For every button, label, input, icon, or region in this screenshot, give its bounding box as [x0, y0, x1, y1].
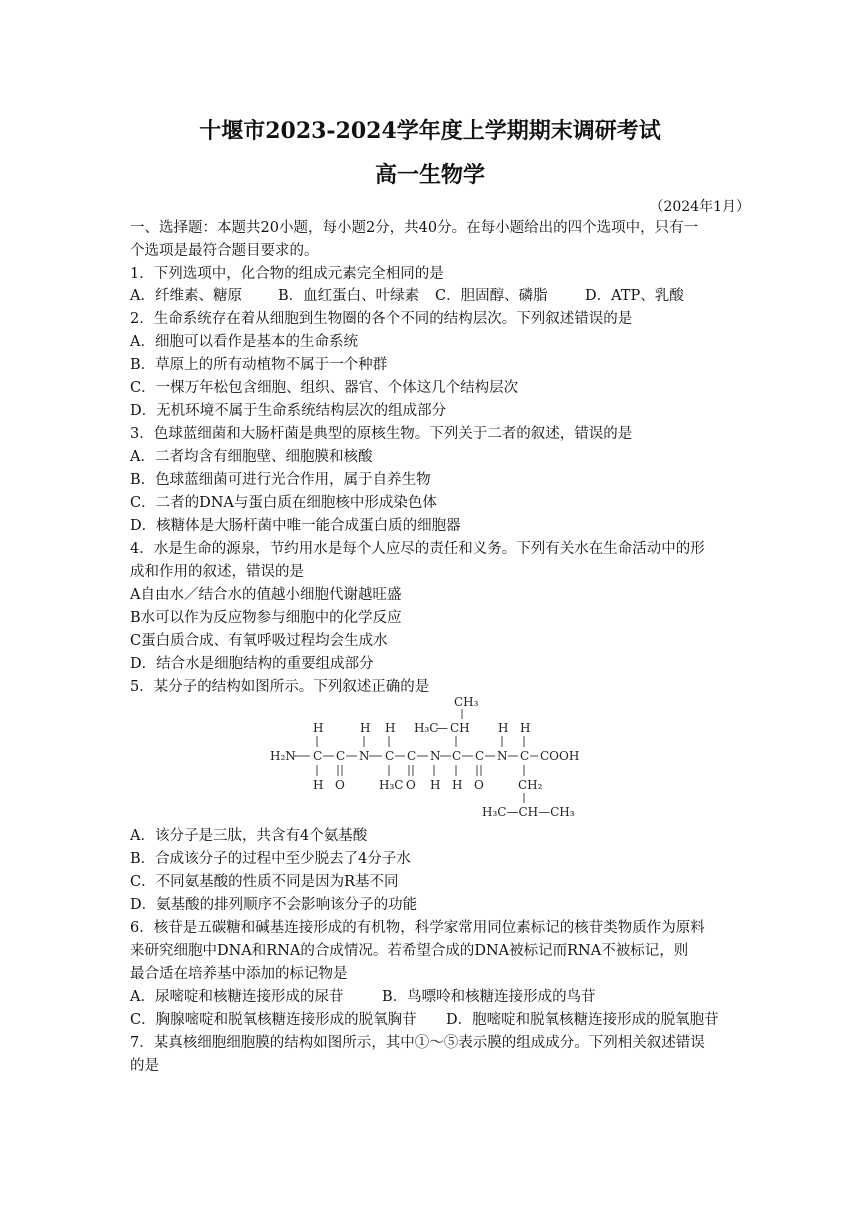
exam-title: 十堰市2023-2024学年度上学期期末调研考试 — [199, 118, 661, 144]
q6-option-c: C．胸腺嘧啶和脱氧核糖连接形成的脱氧胸苷 — [130, 1012, 417, 1028]
fig-ch2: CH₂ — [518, 778, 543, 792]
q5-option-b: B．合成该分子的过程中至少脱去了4分子水 — [130, 851, 411, 867]
fig-c: C — [407, 749, 417, 763]
fig-c: C — [475, 749, 485, 763]
fig-n: N — [430, 749, 441, 763]
q4-option-a: A自由水／结合水的值越小细胞代谢越旺盛 — [130, 587, 402, 603]
exam-subtitle: 高一生物学 — [374, 162, 485, 188]
fig-bond-dash: — — [436, 721, 448, 735]
fig-h3c: H₃C — [414, 721, 439, 735]
q2-stem: 2．生命系统存在着从细胞到生物圈的各个不同的结构层次。下列叙述错误的是 — [130, 311, 633, 327]
q2-option-c: C．一棵万年松包含细胞、组织、器官、个体这几个结构层次 — [130, 380, 519, 396]
section-instructions-line-1: 一、选择题：本题共20小题，每小题2分，共40分。在每小题给出的四个选项中，只有一 — [130, 220, 699, 236]
section-instructions-line-2: 个选项是最符合题目要求的。 — [130, 243, 319, 259]
q5-option-c: C．不同氨基酸的性质不同是因为R基不同 — [130, 874, 399, 890]
q4-option-d: D．结合水是细胞结构的重要组成部分 — [130, 656, 374, 672]
q4-option-c: C蛋白质合成、有氧呼吸过程均会生成水 — [130, 633, 388, 649]
fig-n: N — [359, 749, 370, 763]
q3-option-d: D．核糖体是大肠杆菌中唯一能合成蛋白质的细胞器 — [130, 518, 461, 534]
fig-n: N — [497, 749, 508, 763]
q4-option-b: B水可以作为反应物参与细胞中的化学反应 — [130, 610, 402, 626]
fig-c: C — [520, 749, 530, 763]
fig-c: C — [336, 749, 346, 763]
q7-stem-line-2: 的是 — [130, 1058, 159, 1074]
q6-option-b: B．鸟嘌呤和核糖连接形成的鸟苷 — [382, 989, 596, 1005]
fig-h: H — [360, 721, 371, 735]
q7-stem-line-1: 7．某真核细胞细胞膜的结构如图所示，其中①～⑤表示膜的组成成分。下列相关叙述错误 — [130, 1035, 705, 1051]
fig-h: H — [313, 721, 324, 735]
fig-h: H — [498, 721, 509, 735]
fig-h: H — [313, 778, 324, 792]
q5-option-d: D．氨基酸的排列顺序不会影响该分子的功能 — [130, 897, 418, 913]
q5-option-a: A．该分子是三肽，共含有4个氨基酸 — [130, 828, 368, 844]
fig-o: O — [406, 778, 416, 792]
q3-option-a: A．二者均含有细胞壁、细胞膜和核酸 — [130, 449, 373, 465]
q1-stem: 1．下列选项中，化合物的组成元素完全相同的是 — [130, 266, 444, 282]
q4-stem-line-2: 成和作用的叙述，错误的是 — [130, 564, 304, 580]
fig-isopropyl: H₃C—CH—CH₃ — [482, 805, 575, 819]
fig-h: H — [385, 721, 396, 735]
exam-date: （2024年1月） — [649, 199, 750, 215]
fig-o: O — [474, 778, 484, 792]
q1-option-b: B．血红蛋白、叶绿素 — [278, 288, 420, 304]
q2-option-b: B．草原上的所有动植物不属于一个种群 — [130, 357, 388, 373]
q6-stem-line-1: 6．核苷是五碳糖和碱基连接形成的有机物，科学家常用同位素标记的核苷类物质作为原料 — [130, 920, 705, 936]
fig-c: C — [385, 749, 395, 763]
q6-stem-line-2: 来研究细胞中DNA和RNA的合成情况。若希望合成的DNA被标记而RNA不被标记，则 — [130, 943, 689, 959]
q1-option-d: D．ATP、乳酸 — [585, 288, 684, 304]
fig-c: C — [452, 749, 462, 763]
fig-o: O — [335, 778, 345, 792]
fig-h: H — [520, 721, 531, 735]
fig-h: H — [452, 778, 463, 792]
q1-option-c: C．胆固醇、磷脂 — [435, 288, 548, 304]
q6-stem-line-3: 最合适在培养基中添加的标记物是 — [130, 966, 348, 982]
fig-ch3-top: CH₃ — [454, 695, 479, 709]
fig-cooh: COOH — [540, 749, 580, 763]
fig-h: H — [430, 778, 441, 792]
q3-option-c: C．二者的DNA与蛋白质在细胞核中形成染色体 — [130, 495, 437, 511]
q1-option-a: A．纤维素、糖原 — [130, 288, 242, 304]
fig-c: C — [313, 749, 323, 763]
q6-option-d: D．胞嘧啶和脱氧核糖连接形成的脱氧胞苷 — [446, 1012, 719, 1028]
fig-h3c: H₃C — [379, 778, 404, 792]
q3-stem: 3．色球蓝细菌和大肠杆菌是典型的原核生物。下列关于二者的叙述，错误的是 — [130, 426, 633, 442]
q6-option-a: A．尿嘧啶和核糖连接形成的尿苷 — [130, 989, 344, 1005]
q4-stem-line-1: 4．水是生命的源泉，节约用水是每个人应尽的责任和义务。下列有关水在生命活动中的形 — [130, 541, 705, 557]
q5-stem: 5．某分子的结构如图所示。下列叙述正确的是 — [130, 679, 430, 695]
fig-h2n: H₂N — [270, 749, 296, 763]
q2-option-d: D．无机环境不属于生命系统结构层次的组成部分 — [130, 403, 447, 419]
fig-ch: CH — [450, 721, 470, 735]
q3-option-b: B．色球蓝细菌可进行光合作用，属于自养生物 — [130, 472, 431, 488]
peptide-structure-figure — [268, 694, 598, 822]
q2-option-a: A．细胞可以看作是基本的生命系统 — [130, 334, 358, 350]
